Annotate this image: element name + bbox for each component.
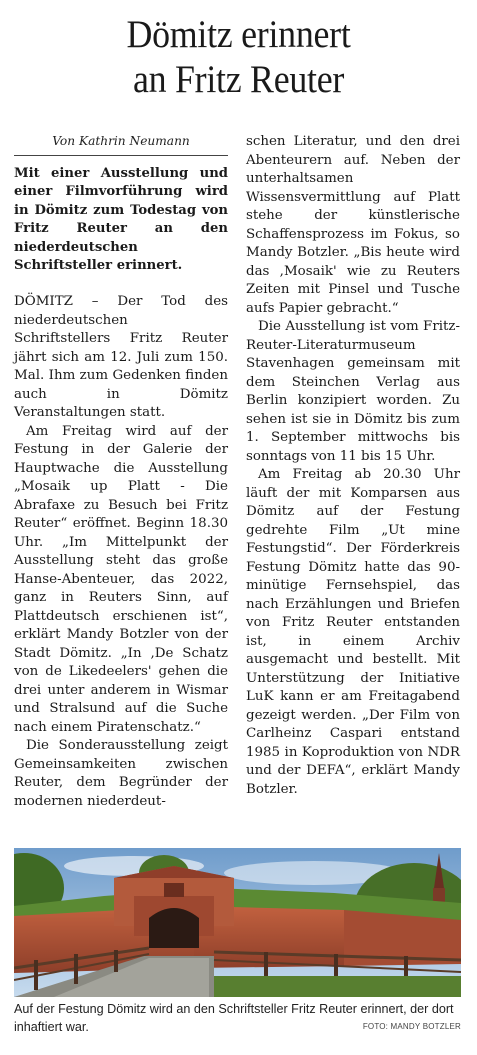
headline	[19, 12, 458, 102]
photo-credit: FOTO: MANDY BOTZLER	[362, 1022, 461, 1031]
body-paragraph-1: DÖMITZ – Der Tod des niederdeutschen Schriftstellers Fritz Reuter jährt sich am 12. Juli zum 150. Mal. Ihm zum Gedenken finden auch in Dömitz Veranstaltungen statt.	[14, 294, 228, 421]
lead-paragraph: Mit einer Ausstellung und einer Filmvorführung wird in Dömitz zum Todestag von Fritz Reuter an den niederdeutschen Schriftsteller erinnert.	[14, 166, 228, 274]
headline-line-2: an Fritz Reuter	[132, 58, 345, 101]
body-paragraph-4: Die Ausstellung ist vom Fritz-Reuter-Literaturmuseum Stavenhagen gemeinsam mit dem Steinchen Verlag aus Berlin konzipiert worden. Zu sehen ist sie in Dömitz bis zum 1. September mittwochs bis sonntags von 11 bis 15 Uhr.	[246, 319, 460, 464]
column-right	[246, 133, 460, 799]
byline: Von Kathrin Neumann	[14, 133, 228, 156]
body-paragraph-3-continued: schen Literatur, und den drei Abenteurern auf. Neben der unterhaltsamen Wissensvermittlung auf Platt stehe der künstlerische Schaffensprozess im Fokus, so Mandy Botzler. „Bis heute wird das ,Mosaik' wie zu Reuters Zeiten mit Pinsel und Tusche aufs Papier gebracht.“	[246, 134, 460, 316]
fortress-photo	[14, 848, 461, 997]
body-paragraph-3: Die Sonderausstellung zeigt Gemeinsamkeiten zwischen Reuter, dem Begründer der modernen niederdeut-	[14, 738, 228, 809]
column-left	[14, 133, 228, 811]
body-paragraph-2: Am Freitag wird auf der Festung in der Galerie der Hauptwache die Ausstellung „Mosaik up Platt - Die Abrafaxe zu Besuch bei Fritz Reuter“ eröffnet. Beginn 18.30 Uhr. „Im Mittelpunkt der Ausstellung steht das große Hanse-Abenteuer, das 2022, ganz in Reuters Sinn, auf Plattdeutsch erschienen ist“, erklärt Mandy Botzler von der Stadt Dömitz. „In ,De Schatz von de Likedeelers' gehen die drei unter anderem in Wismar und Stralsund auf die Suche nach einem Piratenschatz.“	[14, 423, 228, 735]
photo-caption: Auf der Festung Dömitz wird an den Schriftsteller Fritz Reuter erinnert, der dort inhaftiert war.	[14, 1002, 454, 1034]
body-paragraph-5: Am Freitag ab 20.30 Uhr läuft der mit Komparsen aus Dömitz auf der Festung gedrehte Film „Ut mine Festungstid“. Der Förderkreis Festung Dömitz hatte das 90-minütige Fernsehspiel, das nach Erzählungen und Briefen von Fritz Reuter entstanden ist, in einem Archiv ausgemacht und bestellt. Mit Unterstützung der Initiative LuK kann er am Freitagabend gezeigt werden. „Der Film von Carlheinz Caspari entstand 1985 in Koproduktion von NDR und der DEFA“, erklärt Mandy Botzler.	[246, 467, 460, 797]
headline-line-1: Dömitz erinnert	[126, 13, 351, 56]
